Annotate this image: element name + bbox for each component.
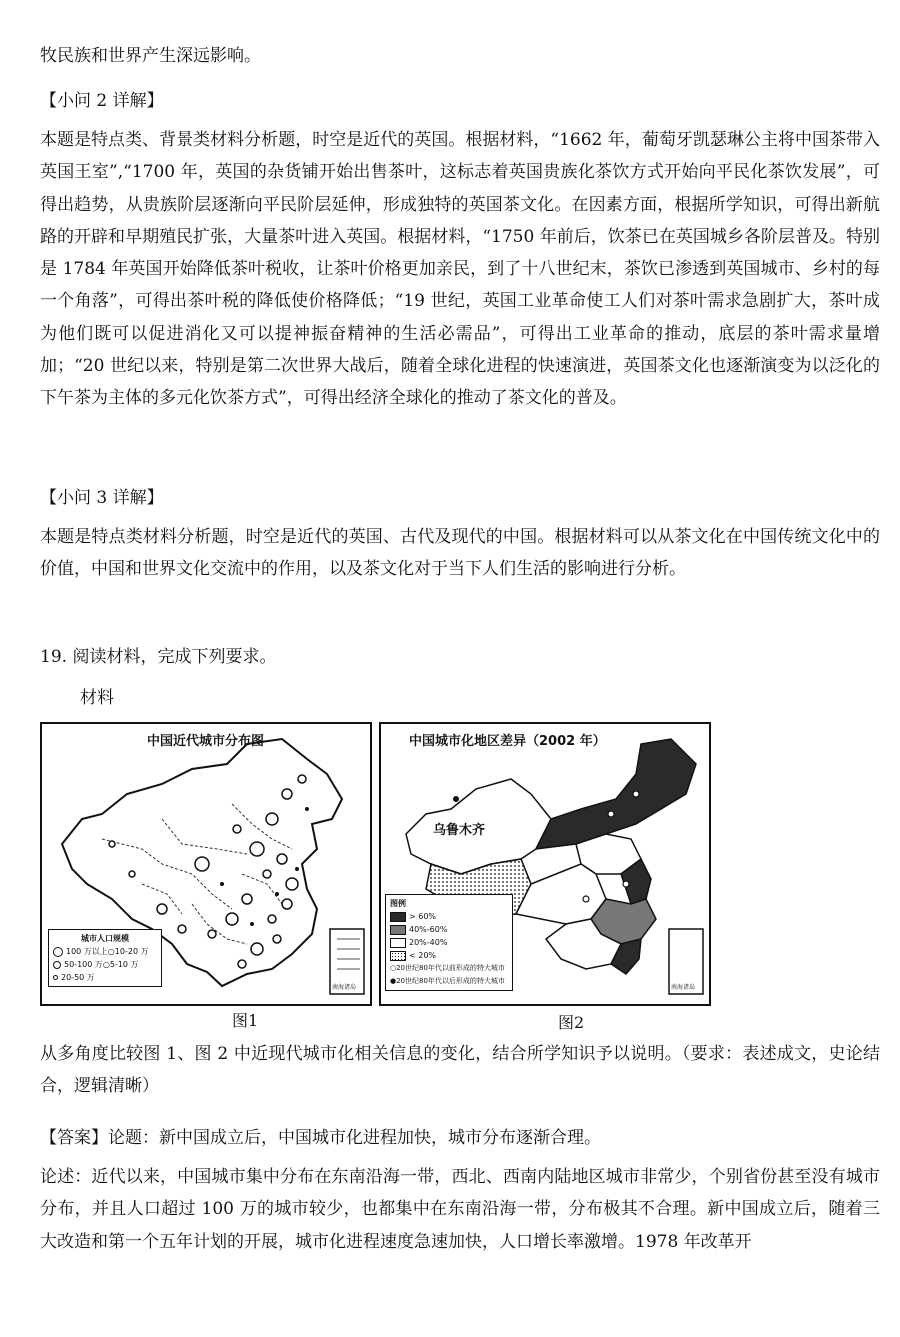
figure-1-inset-label: 南海诸岛: [332, 984, 357, 991]
swatch-over-60-icon: [390, 912, 406, 922]
figure-2-legend-title: 图例: [390, 899, 406, 908]
swatch-40-60-icon: [390, 925, 406, 935]
swatch-20-40-icon: [390, 938, 406, 948]
figure-2-legend-item: < 20%: [390, 949, 508, 962]
figure-2-legend-item: 40%-60%: [390, 923, 508, 936]
figure-2-legend: [385, 894, 513, 991]
figure-2-legend-item: 20%-40%: [390, 936, 508, 949]
figure-1-legend-item: 100 万以上○10-20 万: [53, 945, 157, 958]
figure-2-map: [379, 722, 711, 1006]
figure-1-caption: 图1: [232, 1011, 259, 1030]
question-19: 19. 阅读材料，完成下列要求。: [40, 647, 277, 667]
figure-2-inset-label: 南海诸岛: [671, 984, 696, 991]
city-label-urumqi: 乌鲁木齐: [433, 823, 486, 838]
material-label: 材料: [80, 688, 114, 708]
figure-1-legend-item: 20-50 万: [53, 971, 157, 984]
answer-argument: 论述：近代以来，中国城市集中分布在东南沿海一带，西北、西南内陆地区城市非常少，个别省份甚至没有城市分布，并且人口超过 100 万的城市较少，也都集中在东南沿海一带，分布极其不合理。新中国成立后，随着三大改造和第一个五年计划的开展，城市化进程速度急速加快，人口增长率激增。1978 年改革开: [40, 1167, 880, 1252]
figure-2-caption: 图2: [558, 1013, 585, 1032]
paragraph-subquestion-2: 本题是特点类、背景类材料分析题，时空是近代的英国。根据材料，“1662 年，葡萄牙凯瑟琳公主将中国茶带入英国王室”,“1700 年，英国的杂货铺开始出售茶叶，这标志着英国贵族化茶饮方式开始向平民化茶饮发展”，可得出趋势，从贵族阶层逐渐向平民阶层延伸，形成独特的英国茶文化。在因素方面，根据所学知识，可得出新航路的开辟和早期殖民扩张，大量茶叶进入英国。根据材料，“1750 年前后，饮茶已在英国城乡各阶层普及。特别是 1784 年英国开始降低茶叶税收，让茶叶价格更加亲民，到了十八世纪末，茶饮已渗透到英国城市、乡村的每一个角落”，可得出茶叶税的降低使价格降低；“19 世纪，英国工业革命使工人们对茶叶需求急剧扩大，茶叶成为他们既可以促进消化又可以提神振奋精神的生活必需品”，可得出工业革命的推动，底层的茶叶需求量增加；“20 世纪以来，特别是第二次世界大战后，随着全球化进程的快速演进，英国茶文化也逐渐演变为以泛化的下午茶为主体的多元化饮茶方式”，可得出经济全球化的推动了茶文化的普及。: [40, 130, 880, 409]
heading-subquestion-2: 【小问 2 详解】: [40, 91, 164, 111]
figure-2-legend-note: ○20世纪80年代以前形成的特大城市: [390, 964, 505, 972]
figure-2-title: 中国城市化地区差异（2002 年）: [409, 734, 606, 749]
figure-2-legend-note: ●20世纪80年代以后形成的特大城市: [390, 977, 505, 985]
answer-thesis: 【答案】论题：新中国成立后，中国城市化进程加快，城市分布逐渐合理。: [40, 1128, 601, 1148]
question-prompt: 从多角度比较图 1、图 2 中近现代城市化相关信息的变化，结合所学知识予以说明。（要求：表述成文，史论结合，逻辑清晰）: [40, 1044, 880, 1097]
figure-1-map: [40, 722, 372, 1006]
large-city-circle-icon: [53, 947, 63, 957]
figure-1-title: 中国近代城市分布图: [147, 734, 265, 749]
text-line-top: 牧民族和世界产生深远影响。: [40, 46, 261, 66]
figure-1-legend-item: 50-100 万○5-10 万: [53, 958, 157, 971]
paragraph-subquestion-3: 本题是特点类材料分析题，时空是近代的英国、古代及现代的中国。根据材料可以从茶文化在中国传统文化中的价值，中国和世界文化交流中的作用，以及茶文化对于当下人们生活的影响进行分析。: [40, 527, 880, 580]
figure-2-legend-item: > 60%: [390, 910, 508, 923]
small-city-circle-icon: [53, 975, 58, 980]
swatch-under-20-icon: [390, 951, 406, 961]
figure-1-legend-title: 城市人口规模: [81, 934, 129, 943]
medium-city-circle-icon: [53, 961, 61, 969]
figure-1-legend: [48, 929, 162, 987]
heading-subquestion-3: 【小问 3 详解】: [40, 488, 164, 508]
